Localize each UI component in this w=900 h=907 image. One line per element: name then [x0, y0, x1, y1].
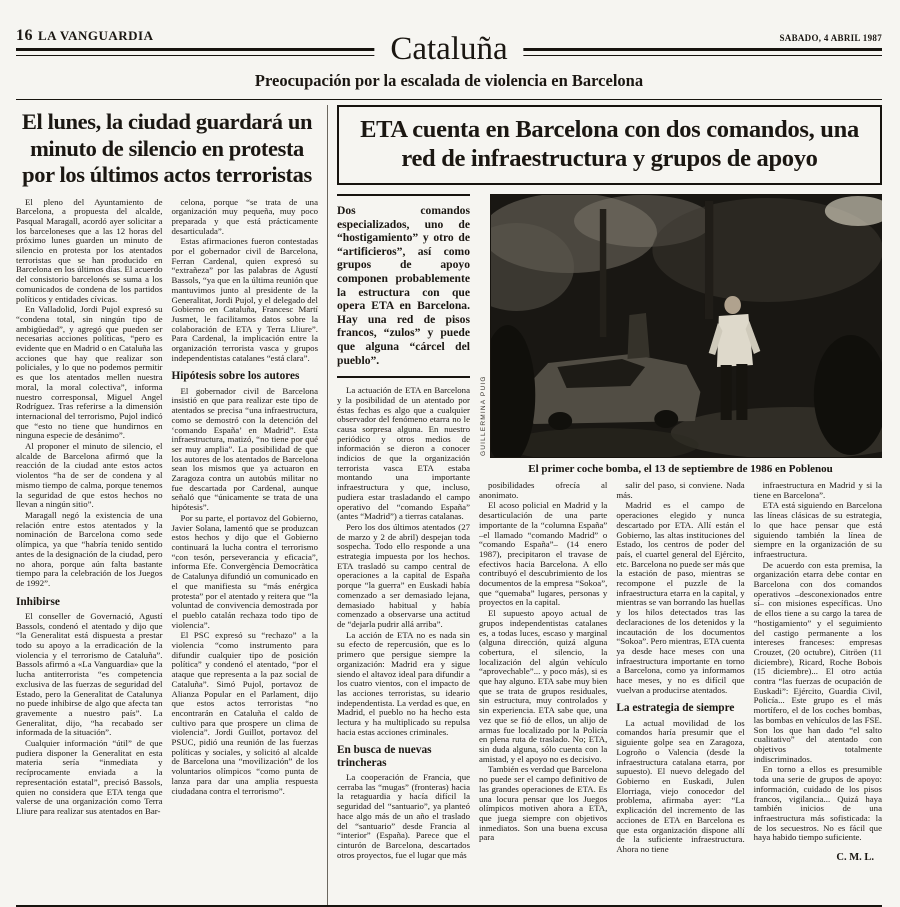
newspaper-name: LA VANGUARDIA [38, 28, 154, 43]
paragraph: Pero los dos últimos atentados (27 de marzo y 2 de abril) despejan toda sospecha. Todo ello responde a una estrategia impuesta por los hechos. ETA trasladó su campo central de operaciones a la capital de España porque “la guerra” en Euskadi había comenzado a ser demasiado lejana, demasiado habitual y había comenzado a observarse una actitud de “dejarla pudrir allá arriba”. [337, 521, 470, 629]
paragraph: La actual movilidad de los comandos haría presumir que el siguiente golpe sea en Zaragoza, Logroño o Valencia (desde la infraestructura catalana etarra, por supuesto). El nuevo delegado del Gobierno en Euskadi, Julen Elorriaga, viejo conocedor del problema, afirmaba ayer: “La explicación del incremento de las acciones de ETA en Barcelona es que esta organización dispone allí de la suficiente infraestructura. Ahora no tiene [616, 717, 745, 854]
left-article-column-1 [16, 198, 163, 904]
paragraph: ETA está siguiendo en Barcelona las líneas clásicas de su estrategia, lo que hace pensar que está siguiendo también la línea de siempre en la organización de su infraestructura. [753, 500, 882, 559]
car-bomb-photo [490, 194, 882, 458]
left-article-body [16, 198, 318, 904]
paragraph: Cualquier información “útil” de que pudiera disponer la Generalitat en esta materia sería “inmediata y recíprocamente enviada a la representación estatal”, precisó Bassols, quien no considera que ETA tenga que valerse de una organización como Terra Lliure para realizar sus atentados en Bar- [16, 738, 163, 816]
paragraph: Madrid es el campo de operaciones elegido y nunca descartado por ETA. Allí están el Gobierno, las altas instituciones del Estado, los centros de poder del país, el cuartel general del Ejército, etc. Barcelona no puede ser más que la estación de paso, mientras se recompone el puzzle de la infraestructura etarra en la capital, y mientras se van borrando las huellas y los hilos detectados tras las declaraciones de los detenidos y la incautación de los documentos “Sokoa”. Pero mientras, ETA cuenta ya desde hace meses con una infraestructura importante en torno a Barcelona, como ya informamos hace meses, y no es difícil que vuelvan a producirse atentados. [616, 500, 745, 695]
photo-credit: GUILLERMINA PUIG [480, 375, 487, 456]
page-number: 16 [16, 27, 33, 44]
paragraph: El PSC expresó su “rechazo” a la violencia “como instrumento para difundir cualquier tipo de posición política” y condenó el atentado, “por el ataque que representa a la paz social de Cataluña”. Simó Pujol, portavoz de Alianza Popular en el Parlament, dijo que estos actos terroristas “no encontrarán en Cataluña el caldo de cultivo para que prospere un clima de violencia”. Jordi Guillot, portavoz del PSUC, pidió una reunión de las fuerzas políticas y sociales, y solicitó al alcalde de Barcelona una “movilización” de los voluntarios olímpicos “como punta de lanza para dar una amplia respuesta ciudadana contra el terrorismo”. [171, 630, 318, 796]
main-article-column-4 [754, 481, 882, 906]
left-article-headline: El lunes, la ciudad guardará un minuto de silencio en protesta por los últimos actos terroristas [21, 109, 313, 187]
edition-date: SABADO, 4 ABRIL 1987 [779, 33, 882, 43]
paragraph: De acuerdo con esta premisa, la organización etarra debe contar en Barcelona con dos comandos operativos –desconexionados entre sí– con misiones específicas. Uno de ellos tiene a su cargo la tarea de “hostigamiento” y el seguimiento del castigo permanente a los intereses franceses: empresas Crouzet, (20 octubre), Citröen (11 diciembre), Ricard, Roche Bobois (15 diciembre)... El otro actúa contra “las fuerzas de ocupación de Euskadi”: Ejército, Guardia Civil, Policía... Este grupo es el más mortífero, el de los coches bombas, las bombas en vehículos de las FSE. Son los que han dado “el salto cualitativo” del atentado con objetivos totalmente indiscriminados. [753, 559, 882, 764]
paragraph: Al proponer el minuto de silencio, el alcalde de Barcelona afirmó que la reacción de la ciudad ante estos actos violentos “ha de ser de condena y al mismo tiempo de calma, porque tenemos la seguridad de que estos hechos no llevan a ningún sitio”. [16, 441, 163, 510]
subhead: La estrategia de siempre [616, 702, 735, 715]
main-article-column-2 [479, 481, 607, 906]
paragraph: La actuación de ETA en Barcelona y la posibilidad de un atentado por éstas fechas es algo que a cualquier observador del fenómeno etarra no le causa sorpresa alguna. En nuestro periódico y otros medios de información se dieron a conocer indicios de que la organización terrorista vasca ETA estaba montando una importante infraestructura y que, incluso, pudiera estar trasladando el campo operativo del “comando España” (antes “Madrid”) a tierras catalanas. [337, 386, 470, 522]
left-article-column-2 [172, 198, 319, 904]
photo-block [480, 194, 882, 458]
main-article-column-1-text [337, 386, 470, 861]
paragraph: posibilidades ofrecía al anonimato. [479, 481, 608, 500]
paragraph: El gobernador civil de Barcelona insistió en que para realizar este tipo de atentados se precisa “una infraestructura, como se demostró con la detención del ‘comando España’ en Madrid”. Esta infraestructura, matizó, “no tiene por qué ser muy amplia”. La posibilidad de que los autores de los atentados de Barcelona sean los mismos que ya actuaron en Zaragoza contra un autobús militar no fue descartada por Cardenal, aunque señaló que “únicamente se trata de una hipótesis”. [171, 385, 318, 513]
paragraph: Maragall negó la existencia de una relación entre estos atentados y la nominación de Barcelona como sede olímpica, ya que “habría tenido sentido antes de la designación de la ciudad, pero no ahora, porque aún falta bastante tiempo para la celebración de los Juegos de 1992”. [16, 510, 163, 588]
paragraph: También es verdad que Barcelona no puede ser el campo definitivo de las grandes operaciones de ETA. Es una locura pensar que los Juegos olímpicos motiven ahora a ETA, que juega siempre con objetivos inmediatos. Son una buena excusa para [479, 764, 608, 843]
paragraph: celona, porque “se trata de una organización muy pequeña, muy poco preparada y que está prácticamente desarticulada”. [171, 197, 318, 236]
main-article-lead: Dos comandos especializados, uno de “hostigamiento” y otro de “artificieros”, así como grupos de apoyo componen probablemente la estructura con que opera ETA en Barcelona. Hay una red de pisos francos, “zulos” y puede que alguna “cárcel del pueblo”. [337, 194, 470, 378]
article-minute-of-silence [16, 105, 328, 905]
subhead: Inhibirse [16, 595, 60, 608]
paragraph: El supuesto apoyo actual de grupos independentistas catalanes es, a todas luces, escaso y marginal (alguna dirección, quizá alguna cobertura, el silencio, la localización del algún vehículo “aprovechable”... y poco más), si es que hay alguno. ETA sabe muy bien que se trata de grupos residuales, sin estructura, muy controlados y sin experiencia. ETA sabe que, una vez que se fió de ellos, un alijo de armas fue localizado por la Policía en plena ruta de traslado. No; ETA, sin duda alguna, sólo cuenta con la amistad, y el apoyo no es decisivo. [479, 608, 608, 764]
paragraph: infraestructura en Madrid y si la tiene en Barcelona”. [753, 481, 882, 500]
paragraph: La acción de ETA no es nada sin su efecto de repercusión, que es lo primero que persigue siempre la organización: Madrid era y sigue siendo el altavoz ideal para difundir a los cuatro vientos, con el impacto de las acciones terroristas, su ideario independentista. La verdad es que, en Madrid, el pueblo no ha hecho esta lectura y ha multiplicado su repulsa hacia estas acciones criminales. [337, 629, 470, 737]
subhead: Hipótesis sobre los autores [171, 370, 300, 383]
section-title: Cataluña [374, 32, 523, 66]
article-eta-barcelona [328, 105, 882, 905]
paragraph: El acoso policial en Madrid y la desarticulación de una parte importante de la “columna España” –el llamado “comando Madrid” o “comando España”– (14 enero 1987), precipitaron el travase de efectivos hacia Barcelona. A ello contribuyó el descubrimiento de los documentos de la empresa “Sokoa”, que “quemaba” lugares, personas y proyectos en la capital. [479, 500, 608, 608]
paragraph: En Valladolid, Jordi Pujol expresó su “condena total, sin ningún tipo de ambigüedad”, y agregó que pueden ser necesarias acciones políticas, “pero es evidente que en Madrid o en Cataluña las acciones que hay que realizar son policiales, y lo que no podemos permitir es que los atentados mellen nuestra moral, la moral colectiva”, informa nuestro corresponsal, Miguel Angel Rodríguez. Tras referirse a la dimensión internacional del terrorismo, Pujol indicó que “esto no tiene que hundirnos en ninguna especie de desánimo”. [16, 304, 163, 441]
masthead-left [16, 27, 153, 45]
paragraph: En torno a ellos es presumible toda una serie de grupos de apoyo: información, cuidado de los pisos francos, vigilancia... Quizá haya también inicios de una infraestructura más sofisticada: la de los secuestros. No es fácil que haya habido tiempo suficiente. [753, 764, 882, 843]
byline: C. M. L. [836, 852, 874, 864]
main-article-body [337, 194, 882, 906]
masthead [16, 12, 882, 67]
main-article-headline: ETA cuenta en Barcelona con dos comandos, una red de infraestructura y grupos de apoyo [337, 105, 882, 185]
main-article-column-3 [616, 481, 744, 906]
main-article-right-area [479, 194, 882, 906]
main-article-lower-columns [479, 481, 882, 906]
paragraph: Estas afirmaciones fueron contestadas por el gobernador civil de Barcelona, Ferran Cardenal, quien expresó su “extrañeza” por las palabras de Agustí Bassols, “ya que en la última reunión que mantuvimos junto al presidente de la Generalitat, Jordi Pujol, y el delegado del Gobierno en Cataluña, Francesc Martí Jusmet, le facilitamos datos sobre la colaboración de ETA y Terra Lliure”. Para Cardenal, la implicación entre la organización terrorista vasca y grupos independentistas catalanes “está clara”. [171, 236, 318, 363]
paragraph: El conseller de Governació, Agustí Bassols, condenó el atentado y dijo que “la Generalitat está dispuesta a prestar todo su apoyo a la erradicación de la violencia y el terrorismo de Cataluña”. Bassols afirmó a «La Vanguardia» que la lucha antiterrorista “es competencia exclusiva de las fuerzas de seguridad del Estado, pero la Generalitat de Catalunya no puede inhibirse de algo que afecta tan gravemente a nuestro país”. La Generalitat, dijo, “ha recabado ser informada de la situación”. [16, 610, 163, 738]
subhead: En busca de nuevas trincheras [337, 744, 432, 769]
page-content [16, 105, 882, 907]
paragraph: salir del paso, si conviene. Nada más. [616, 481, 745, 500]
main-article-column-1 [337, 194, 470, 906]
photo-caption: El primer coche bomba, el 13 de septiembre de 1986 en Poblenou [528, 463, 833, 475]
paragraph: Por su parte, el portavoz del Gobierno, Javier Solana, lamentó que se produzcan estos hechos y dijo que el Gobierno continuará la lucha contra el terrorismo “con tesón, perseverancia y eficacia”, informa Efe. Convergència Democràtica de Catalunya difundió un comunicado en el que manifiesta su “más enérgica protesta” por el atentado y reitera que “la voluntad de convivencia demostrada por el pueblo catalán rechaza todo tipo de violencia”. [171, 512, 318, 630]
paragraph: El pleno del Ayuntamiento de Barcelona, a propuesta del alcalde, Pasqual Maragall, acordó ayer solicitar a los barceloneses que a las 12 horas del próximo lunes guarden un minuto de silencio en protesta por los atentados terroristas que se han producido en Barcelona en los últimos días. El acuerdo del consistorio barcelonés se suma a los comunicados de condena de los partidos políticos y entidades cívicas. [16, 197, 163, 304]
paragraph: La cooperación de Francia, que cerraba las “mugas” (fronteras) hacia la retaguardia y hacía difícil la seguridad del “santuario”, ya planteó hace algo más de un año el traslado del “santuario” desde Francia al “interior” (España). Parece que el cinturón de Barcelona, descartados otros proyectos, fue el lugar que más [337, 772, 470, 860]
strapline: Preocupación por la escalada de violencia en Barcelona [16, 58, 882, 100]
